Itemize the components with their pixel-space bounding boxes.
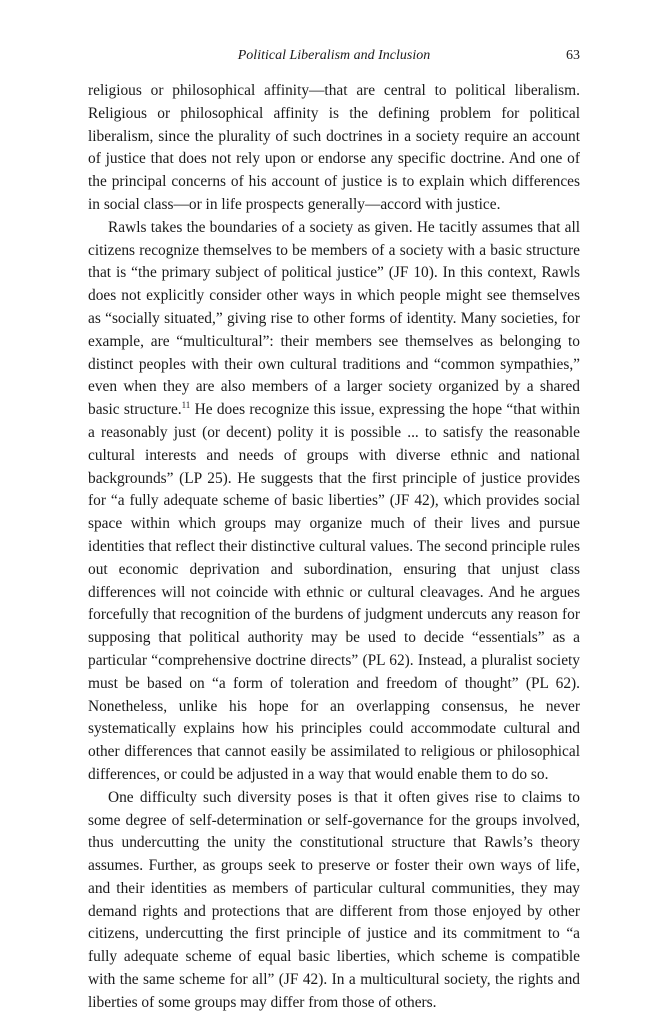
running-title: Political Liberalism and Inclusion xyxy=(237,48,431,63)
running-head xyxy=(88,48,580,72)
paragraph-diversity-difficulty: One difficulty such diversity poses is that it often gives rise to claims to some degree of self-determination or self-governance for the groups involved, thus undercutting the unity the constitutional structure that Rawls’s theory assumes. Further, as groups seek to preserve or foster their own ways of life, and their identities as members of particular cultural communities, they may demand rights and protections that are different from those enjoyed by other citizens, undercutting the first principle of justice and its commitment to “a fully adequate scheme of equal basic liberties, which scheme is compatible with the same scheme for all” (JF 42). In a multicultural society, the rights and liberties of some groups may differ from those of others. xyxy=(88,788,580,1011)
paragraph-continued: religious or philosophical affinity—that are central to political liberalism. Religious or philosophical affinity is the defining problem for political liberalism, since the plurality of such doctrines in a society require an account of justice that does not rely upon or endorse any specific doctrine. And one of the principal concerns of his account of justice is to explain which differences in social class—or in life prospects generally—accord with justice. xyxy=(88,82,580,213)
paragraph-text: Rawls takes the boundaries of a society as given. He tacitly assumes that all citizens recognize themselves to be members of a society with a basic structure that is “the primary subject of political justice” (JF 10). In this context, Rawls does not explicitly consider other ways in which people might see themselves as “socially situated,” giving rise to other forms of identity. Many societies, for example, are “multicultural”: their members see themselves as belonging to distinct peoples with their own cultural traditions and “common sympathies,” even when they are also members of a larger society organized by a shared basic structure. xyxy=(88,218,580,419)
body-text xyxy=(88,80,580,1015)
footnote-reference: 11 xyxy=(181,400,191,411)
paragraph-rawls-boundaries xyxy=(88,217,580,787)
paragraph-text: He does recognize this issue, expressing the hope “that within a reasonably just (or decent) polity it is possible ... to satisfy the reasonable cultural interests and needs of groups with diverse ethnic and national backgrounds” (LP 25). He suggests that the first principle of justice provides for “a fully adequate scheme of basic liberties” (JF 42), which provides social space within which groups may organize much of their lives and pursue identities that reflect their distinctive cultural values. The second principle rules out economic deprivation and subordination, ensuring that unjust class differences will not coincide with ethnic or cultural cleavages. And he argues forcefully that recognition of the burdens of judgment undercuts any reason for supposing that political authority may be used to decide “essentials” as a particular “comprehensive doctrine directs” (PL 62). Instead, a pluralist society must be based on “a form of toleration and freedom of thought” (PL 62). Nonetheless, unlike his hope for an overlapping consensus, he never systematically explains how his principles could accommodate cultural and other differences that cannot easily be assimilated to religious or philosophical differences, or could be adjusted in a way that would enable them to do so. xyxy=(88,401,580,783)
page-number: 63 xyxy=(566,48,580,63)
book-page xyxy=(88,48,580,1015)
